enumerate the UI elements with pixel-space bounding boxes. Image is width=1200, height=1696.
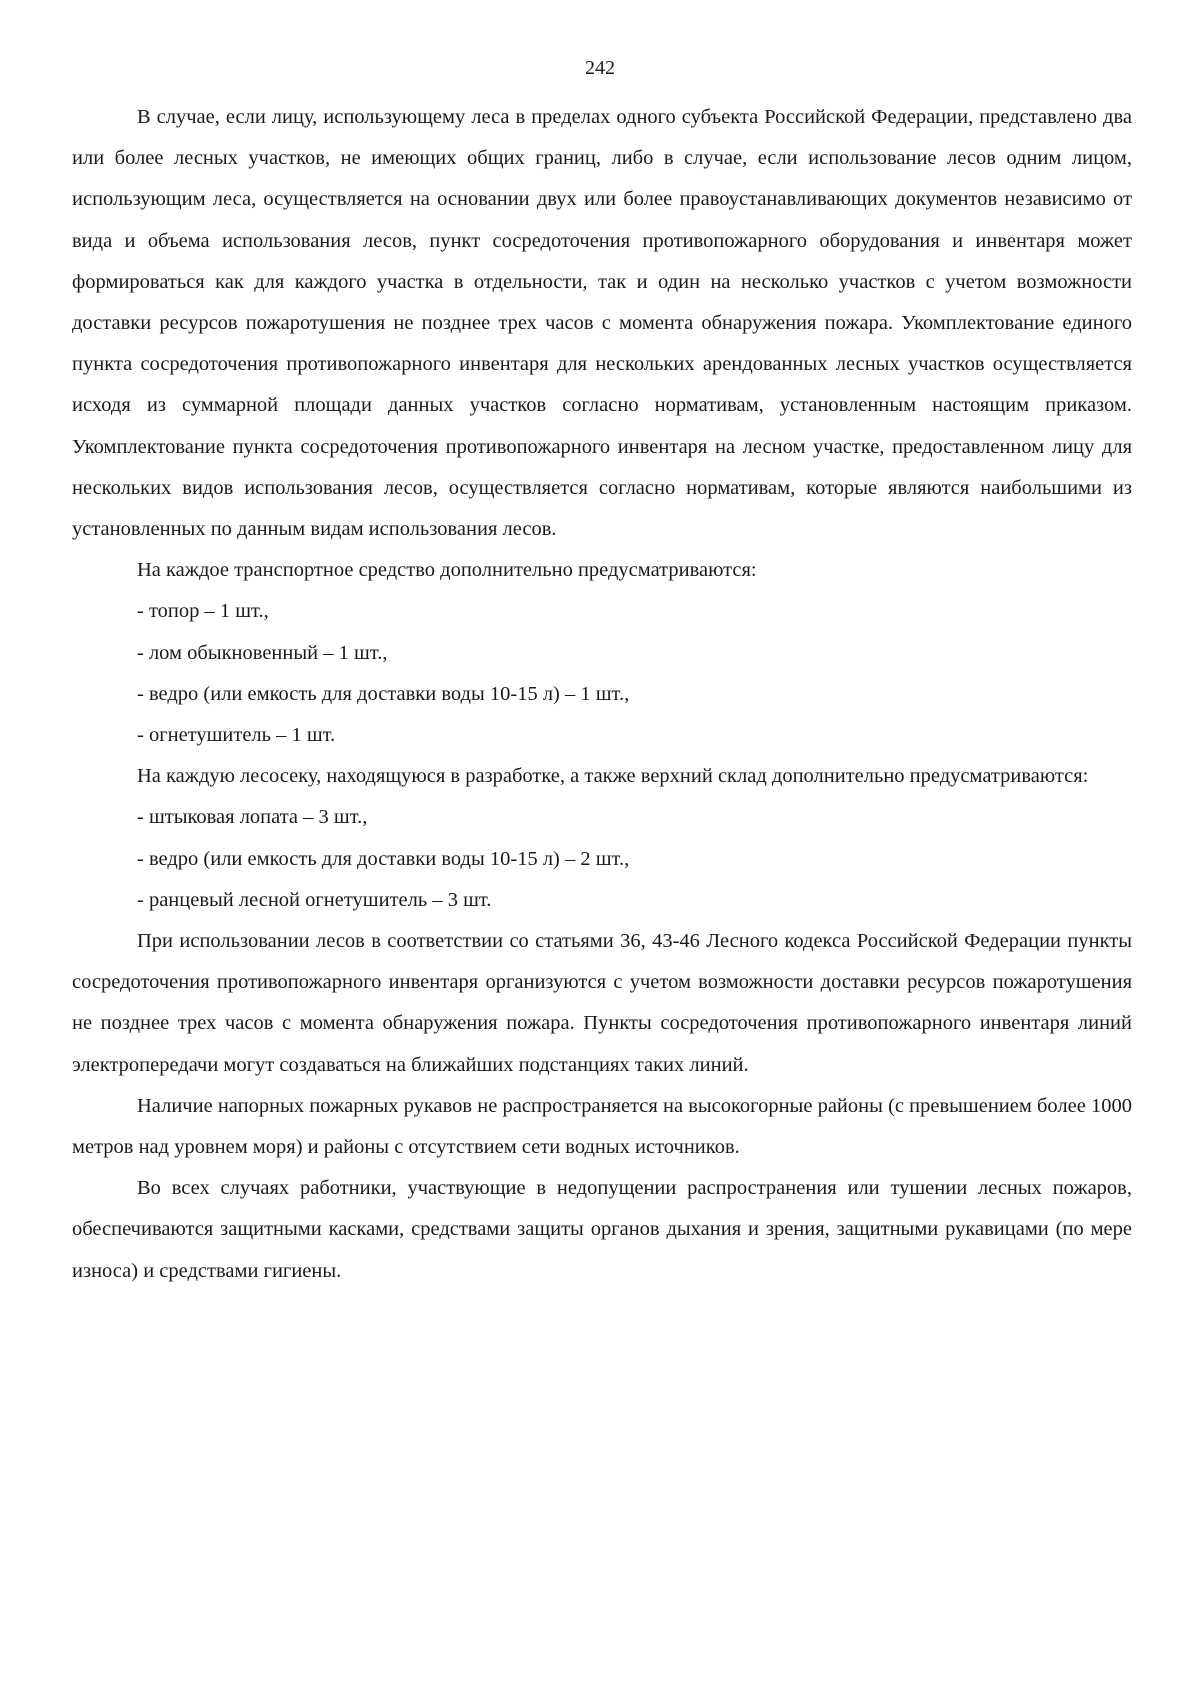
list-item: - ведро (или емкость для доставки воды 10-15 л) – 1 шт., xyxy=(137,682,630,705)
page-number: 242 xyxy=(585,57,615,79)
list-item: - топор – 1 шт., xyxy=(137,600,269,623)
list-item: - ведро (или емкость для доставки воды 10-15 л) – 2 шт., xyxy=(137,847,630,870)
paragraph-fire-hoses: Наличие напорных пожарных рукавов не распространяется на высокогорные районы (с превышением более 1000 метров над уровнем моря) и районы с отсутствием сети водных источников. xyxy=(72,1094,1132,1159)
paragraph-logging-site-intro: На каждую лесосеку, находящуюся в разработке, а также верхний склад дополнительно предусматриваются: xyxy=(137,765,1089,788)
list-item: - ранцевый лесной огнетушитель – 3 шт. xyxy=(137,888,492,911)
list-item: - огнетушитель – 1 шт. xyxy=(137,724,336,747)
document-body xyxy=(72,97,1132,1292)
list-item: - лом обыкновенный – 1 шт., xyxy=(137,641,388,664)
paragraph-vehicle-intro: На каждое транспортное средство дополнительно предусматриваются: xyxy=(137,559,757,582)
logging-site-equipment-list xyxy=(72,797,1132,921)
list-item: - штыковая лопата – 3 шт., xyxy=(137,806,368,829)
paragraph-forest-code-articles: При использовании лесов в соответствии со статьями 36, 43-46 Лесного кодекса Российской Федерации пункты сосредоточения противопожарного инвентаря организуются с учетом возможности доставки ресурсов пожаротушения не позднее трех часов с момента обнаружения пожара. Пункты сосредоточения противопожарного инвентаря линий электропередачи могут создаваться на ближайших подстанциях таких линий. xyxy=(72,930,1132,1076)
vehicle-equipment-list xyxy=(72,591,1132,756)
paragraph-protective-equipment: Во всех случаях работники, участвующие в недопущении распространения или тушении лесных пожаров, обеспечиваются защитными касками, средствами защиты органов дыхания и зрения, защитными рукавицами (по мере износа) и средствами гигиены. xyxy=(72,1177,1132,1282)
paragraph-multiple-plots: В случае, если лицу, использующему леса в пределах одного субъекта Российской Федерации, представлено два или более лесных участков, не имеющих общих границ, либо в случае, если использование лесов одним лицом, использующим леса, осуществляется на основании двух или более правоустанавливающих документов независимо от вида и объема использования лесов, пункт сосредоточения противопожарного оборудования и инвентаря может формироваться как для каждого участка в отдельности, так и один на несколько участков с учетом возможности доставки ресурсов пожаротушения не позднее трех часов с момента обнаружения пожара. Укомплектование единого пункта сосредоточения противопожарного инвентаря для нескольких арендованных лесных участков осуществляется исходя из суммарной площади данных участков согласно нормативам, установленным настоящим приказом. Укомплектование пункта сосредоточения противопожарного инвентаря на лесном участке, предоставленном лицу для нескольких видов использования лесов, осуществляется согласно нормативам, которые являются наибольшими из установленных по данным видам использования лесов. xyxy=(72,106,1132,541)
